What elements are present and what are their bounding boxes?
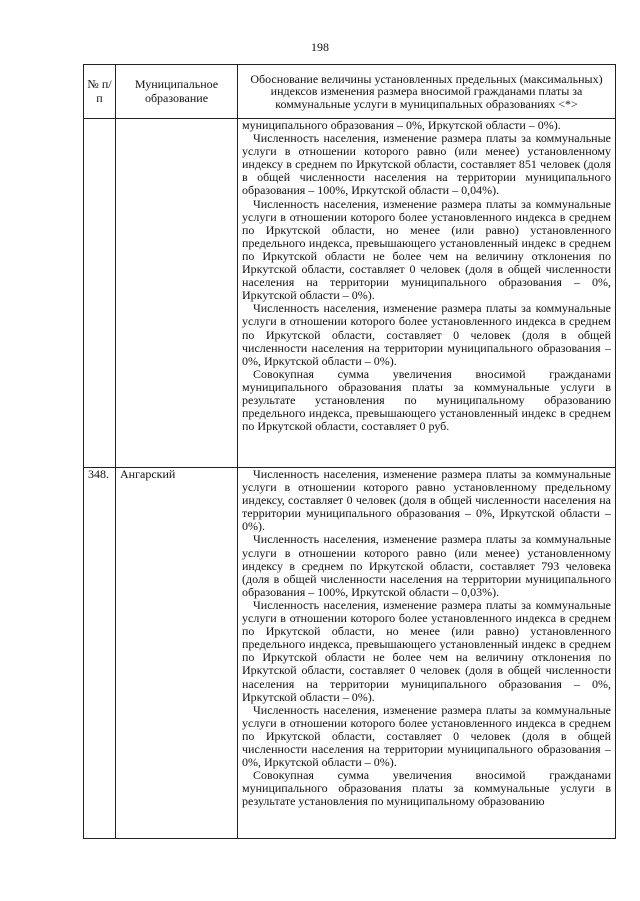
justification-paragraph: Численность населения, изменение размера платы за коммунальные услуги в отношении которого более установленного индекса в среднем по Иркутской области, но менее (или равно) установленного предельного индекса, превышающего установленный индекс в среднем по Иркутской области не более чем на величину отклонения по Иркутской области, составляет 0 человек (доля в общей численности населения на территории муниципального образования – 0%, Иркутской области – 0%). bbox=[242, 196, 611, 303]
justification-paragraph: Численность населения, изменение размера платы за коммунальные услуги в отношении которого равно (или менее) установленному индексу в среднем по Иркутской области, составляет 793 человека (доля в общей численности населения на территории муниципального образования – 100%, Иркутской области – 0,03%). bbox=[242, 532, 611, 599]
tariff-index-table bbox=[83, 64, 616, 839]
header-municipality: Муниципальное образование bbox=[116, 65, 238, 119]
justification-paragraph: Численность населения, изменение размера платы за коммунальные услуги в отношении которого более установленного индекса в среднем по Иркутской области, но менее (или равно) установленного предельного индекса, превышающего установленный индекс в среднем по Иркутской области не более чем на величину отклонения по Иркутской области, составляет 0 человек (доля в общей численности населения на территории муниципального образования – 0%, Иркутской области – 0%). bbox=[242, 597, 611, 704]
justification-paragraph: Численность населения, изменение размера платы за коммунальные услуги в отношении которого более установленного индекса в среднем по Иркутской области, составляет 0 человек (доля в общей численности населения на территории муниципального образования – 0%, Иркутской области – 0%). bbox=[242, 702, 611, 770]
header-number: № п/п bbox=[84, 65, 116, 119]
justification-paragraph: Численность населения, изменение размера платы за коммунальные услуги в отношении которого равно (или менее) установленному индексу в среднем по Иркутской области, составляет 851 человек (доля в общей численности населения на территории муниципального образования – 100%, Иркутской области – 0,04%). bbox=[242, 131, 611, 198]
page-number: 198 bbox=[311, 40, 329, 54]
row-municipality bbox=[116, 119, 238, 468]
table-header-row bbox=[84, 65, 616, 119]
justification-paragraph: Численность населения, изменение размера платы за коммунальные услуги в отношении которого равно установленному предельному индексу, составляет 0 человек (доля в общей численности населения на территории муниципального образования – 0%, Иркутской области – 0%). bbox=[242, 468, 611, 534]
row-justification bbox=[238, 468, 616, 839]
justification-paragraph: муниципального образования – 0%, Иркутской области – 0%). bbox=[242, 118, 561, 132]
justification-paragraph: Совокупная сумма увеличения вносимой гражданами муниципального образования платы за коммунальные услуги в результате установления по муниципальному образованию bbox=[242, 768, 611, 809]
row-municipality: Ангарский bbox=[116, 468, 238, 839]
row-number: 348. bbox=[84, 468, 116, 839]
table-row bbox=[84, 468, 616, 839]
justification-paragraph: Совокупная сумма увеличения вносимой гражданами муниципального образования платы за коммунальные услуги в результате установления по муниципальному образованию предельного индекса, превышающего установленный индекс в среднем по Иркутской области, составляет 0 руб. bbox=[242, 366, 611, 434]
row-number bbox=[84, 119, 116, 468]
table-row bbox=[84, 119, 616, 468]
justification-paragraph: Численность населения, изменение размера платы за коммунальные услуги в отношении которого более установленного индекса в среднем по Иркутской области, составляет 0 человек (доля в общей численности населения на территории муниципального образования – 0%, Иркутской области – 0%). bbox=[242, 301, 611, 368]
header-justification: Обоснование величины установленных предельных (максимальных) индексов изменения размера вносимой гражданами платы за коммунальные услуги в муниципальных образованиях <*> bbox=[238, 65, 616, 119]
row-justification bbox=[238, 119, 616, 468]
